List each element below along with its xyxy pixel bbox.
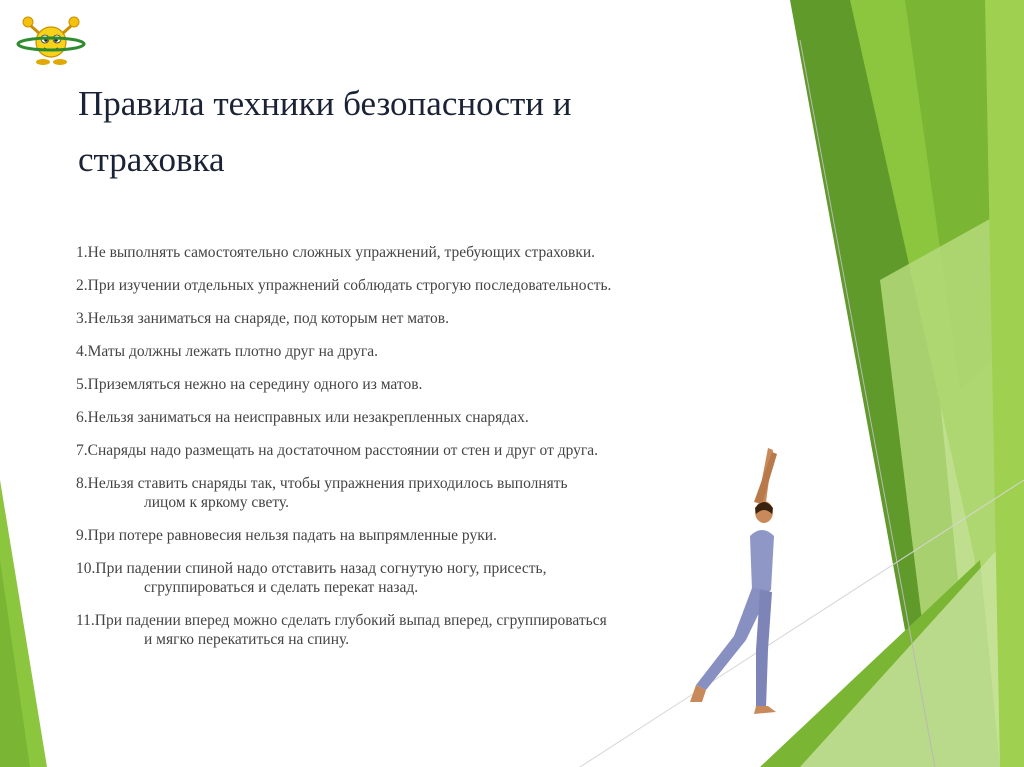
rule-text: 1.Не выполнять самостоятельно сложных упражнений, требующих страховки.: [76, 244, 596, 261]
rule-item: [76, 559, 776, 597]
rule-item: [76, 611, 776, 649]
rule-text: 8.Нельзя ставить снаряды так, чтобы упражнения приходилось выполнять: [76, 475, 568, 492]
rule-item: [76, 408, 776, 427]
rule-text-continued: сгруппироваться и сделать перекат назад.: [144, 579, 419, 596]
safety-rules-list: [76, 243, 776, 663]
slide-title: Правила техники безопасности и страховка: [78, 84, 572, 179]
rule-item: [76, 441, 776, 460]
gymnast-illustration: [676, 440, 796, 720]
rule-text: 9.При потере равновесия нельзя падать на выпрямленные руки.: [76, 527, 497, 544]
rule-text: 7.Снаряды надо размещать на достаточном расстоянии от стен и друг от друга.: [76, 442, 599, 459]
rule-text: 5.Приземляться нежно на середину одного из матов.: [76, 376, 423, 393]
rule-text: 2.При изучении отдельных упражнений соблюдать строгую последовательность.: [76, 277, 612, 294]
rule-text: 3.Нельзя заниматься на снаряде, под которым нет матов.: [76, 310, 449, 327]
rule-item: [76, 276, 776, 295]
rule-item: [76, 243, 776, 262]
rule-text: 11.При падении вперед можно сделать глубокий выпад вперед, сгруппироваться: [76, 612, 607, 629]
rule-text-continued: лицом к яркому свету.: [144, 494, 290, 511]
rule-text: 4.Маты должны лежать плотно друг на друга.: [76, 343, 378, 360]
rule-text: 10.При падении спиной надо отставить назад согнутую ногу, присесть,: [76, 560, 547, 577]
rule-text: 6.Нельзя заниматься на неисправных или незакрепленных снарядах.: [76, 409, 529, 426]
rule-item: [76, 342, 776, 361]
mascot-icon: [16, 14, 88, 68]
rule-text-continued: и мягко перекатиться на спину.: [144, 631, 350, 648]
rule-item: [76, 526, 776, 545]
rule-item: [76, 375, 776, 394]
rule-item: [76, 309, 776, 328]
rule-item: [76, 474, 776, 512]
